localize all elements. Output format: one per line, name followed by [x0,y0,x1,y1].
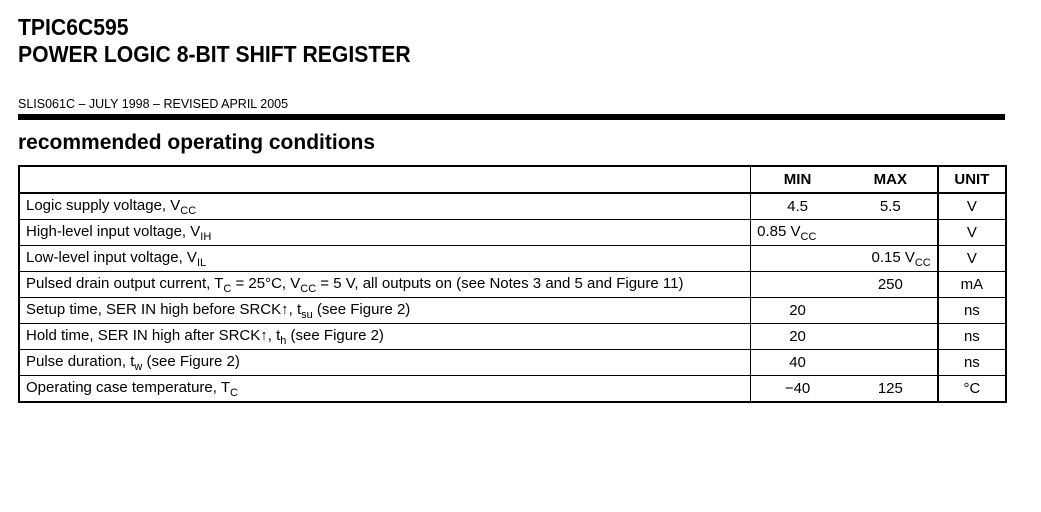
table-row [19,324,1006,350]
min-cell [751,272,844,298]
min-value: 0.85 V [757,222,801,240]
table-row [19,298,1006,324]
parameter-text: (see Figure 2) [286,326,384,344]
document-title: POWER LOGIC 8-BIT SHIFT REGISTER [18,41,411,67]
header-rule [18,114,1005,120]
parameter-text: = 5 V, all outputs on (see Notes 3 and 5 and Figure 11) [316,274,684,292]
min-value: 40 [789,354,806,371]
min-cell [751,376,844,403]
unit-cell: V [938,193,1006,220]
min-cell [751,324,844,350]
min-value: −40 [784,380,811,397]
parameter-text: = 25°C, V [231,274,301,292]
max-cell [844,324,938,350]
parameter-text: Operating case temperature, T [26,378,230,396]
min-value: 20 [789,302,806,319]
table-header-row [19,166,1006,193]
parameter-text: (see Figure 2) [312,300,411,318]
unit-cell: mA [938,272,1006,298]
column-header-parameter [19,166,751,193]
min-value: 20 [789,328,806,345]
parameter-subscript: h [280,334,287,347]
parameter-subscript: C [223,282,232,295]
max-cell [844,193,938,220]
section-title: recommended operating conditions [18,131,376,154]
parameter-text: Pulsed drain output current, T [26,274,224,292]
min-cell [751,220,844,246]
parameter-subscript: IL [196,256,207,269]
max-value: 5.5 [879,198,901,215]
column-header-unit: UNIT [938,166,1006,193]
max-value: 0.15 V [871,248,915,266]
max-cell [844,298,938,324]
table-row [19,376,1006,403]
min-cell [751,193,844,220]
table-row [19,246,1006,272]
max-subscript: CC [914,256,931,269]
unit-cell: V [938,220,1006,246]
unit-cell: ns [938,350,1006,376]
parameter-text: High-level input voltage, V [26,222,201,240]
min-value: 4.5 [787,198,808,215]
min-subscript: CC [800,230,817,243]
max-cell [844,376,938,403]
table-row [19,350,1006,376]
parameter-subscript: w [134,360,143,373]
max-cell [844,272,938,298]
parameter-cell [19,220,751,246]
parameter-subscript: C [230,386,238,399]
parameter-text: Pulse duration, t [26,352,135,370]
parameter-subscript: CC [180,204,197,217]
document-id: SLIS061C – JULY 1998 – REVISED APRIL 2005 [18,97,289,111]
max-cell [844,220,938,246]
max-cell [844,350,938,376]
parameter-subscript: IH [200,230,212,243]
table-row [19,193,1006,220]
unit-cell: V [938,246,1006,272]
parameter-text: Setup time, SER IN high before SRCK↑, t [26,300,302,318]
unit-cell: °C [938,376,1006,403]
max-value: 250 [877,276,903,293]
parameter-cell [19,193,751,220]
parameter-cell [19,350,751,376]
parameter-text: Logic supply voltage, V [26,196,181,214]
unit-cell: ns [938,298,1006,324]
max-cell [844,246,938,272]
min-cell [751,246,844,272]
max-value: 125 [877,380,903,397]
parameter-subscript: CC [300,282,317,295]
parameter-subscript: su [301,308,313,321]
column-header-min: MIN [751,166,844,193]
parameter-cell [19,298,751,324]
parameter-cell [19,246,751,272]
part-number: TPIC6C595 [18,14,129,40]
parameter-text: Low-level input voltage, V [26,248,197,266]
parameter-text: (see Figure 2) [142,352,240,370]
column-header-max: MAX [844,166,938,193]
unit-cell: ns [938,324,1006,350]
document-header [18,14,445,68]
parameter-cell [19,324,751,350]
parameter-cell [19,376,751,403]
min-cell [751,350,844,376]
parameter-cell [19,272,751,298]
min-cell [751,298,844,324]
table-row [19,272,1006,298]
parameter-text: Hold time, SER IN high after SRCK↑, t [26,326,281,344]
table-row [19,220,1006,246]
operating-conditions-table [18,165,1007,403]
